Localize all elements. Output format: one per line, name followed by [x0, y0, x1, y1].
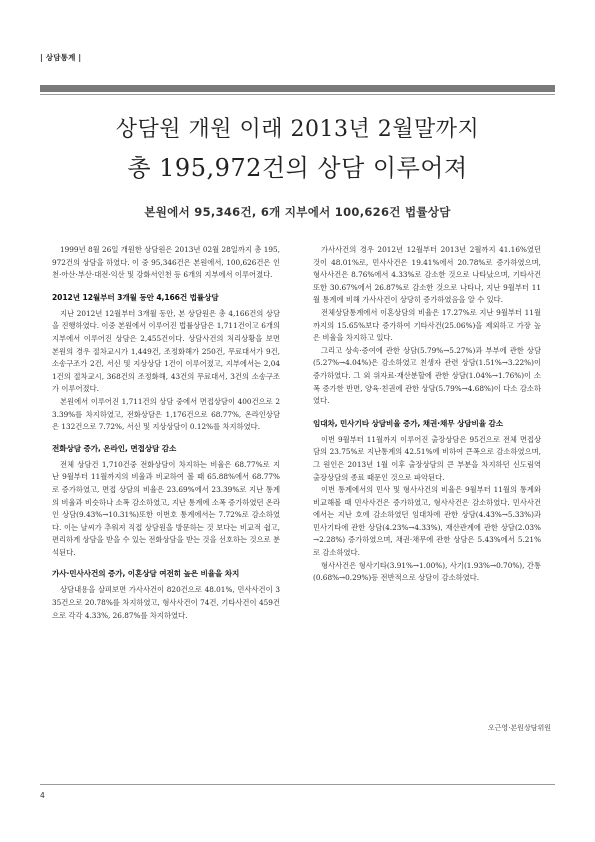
headline-line-1: 상담원 개원 이래 2013년 2월말까지 [115, 117, 480, 142]
footer-rule [40, 784, 555, 785]
section-tag: | 상담통계 | [40, 53, 82, 62]
section-heading: 전화상담 증가, 온라인, 면접상담 감소 [52, 443, 177, 453]
paragraph: 본원에서 이루어진 1,711건의 상담 중에서 면접상담이 400건으로 23.39%를 차지하였고, 전화상담은 1,176건으로 68.77%, 온라인상담은 132건으로 7.72%, 서신 및 지상상담이 0.12%를 차지하였다. [52, 396, 280, 432]
section-heading: 가사·민사사건의 증가, 이혼상담 여전히 높은 비율을 차지 [52, 569, 240, 579]
headline-line-2: 총 195,972건의 상담 이루어져 [127, 154, 468, 182]
paragraph: 이번 9월부터 11월까지 이루어진 출장상담은 95건으로 전체 면접상담의 23.75%로 지난통계의 42.51%에 비하여 큰폭으로 감소하였으며, 그 원인은 2013년 1월 이후 출장상담의 큰 부분을 차지하던 신도림역 출장상담의 종료 때문인 것으로 파악된다. [313, 434, 541, 482]
paragraph: 상담내용을 살펴보면 가사사건이 820건으로 48.01%, 민사사건이 335건으로 20.78%를 차지하였고, 형사사건이 74건, 기타사건이 459건으로 각각 4.33%, 26.87%를 차지하였다. [52, 585, 280, 620]
paragraph: 그리고 상속·증여에 관한 상담(5.79%→5.27%)과 부부에 관한 상담(5.27%→4.04%)은 감소하였고 친생자 관련 상담(1.51%→3.22%)이 증가하였다. 그 외 위자료·재산분할에 관한 상담(1.04%→1.76%)이 소폭 증가한 반면, 양육·친권에 관한 상담(5.79%→4.68%)이 다소 감소하였다. [313, 345, 541, 406]
left-column [52, 244, 280, 622]
author-byline: 오근영·본원상담위원 [487, 724, 551, 732]
section-heading: 임대차, 민사기타 상담비율 증가, 채권·채무 상담비율 감소 [313, 418, 504, 428]
section-heading: 2012년 12월부터 3개월 동안 4,166건 법률상담 [52, 292, 219, 302]
paragraph: 1999년 8월 26일 개원한 상담원은 2013년 02월 28일까지 총 195,972건의 상담을 하였다. 이 중 95,346건은 본원에서, 100,626건은 인천·아산·부산·대전·익산 및 강화서인천 등 6개의 지부에서 이루어졌다. [52, 245, 280, 280]
article-headline [40, 112, 555, 188]
right-column [313, 244, 541, 585]
paragraph: 전체상담통계에서 이혼상담의 비율은 17.27%로 지난 9월부터 11월까지의 15.65%보다 증가하여 기타사건(25.06%)을 제외하고 가장 높은 비율을 차지하고 있다. [313, 307, 541, 343]
paragraph: 지난 2012년 12월부터 3개월 동안, 본 상담원은 총 4,166건의 상담을 진행하였다. 이중 본원에서 이루어진 법률상담은 1,711건이고 6개의 지부에서 이루어진 상담은 2,455건이다. 상담사건의 처리상황을 보면 본원의 경우 절차교시가 1,449건, 조정화해가 250건, 무료대서가 9건, 소송구조가 2건, 서신 및 지상상담 1건이 이루어졌고, 지부에서는 2,041건의 절차교시, 368건의 조정화해, 43건의 무료대서, 3건의 소송구조가 이루어졌다. [52, 308, 280, 394]
header-rule-thick [40, 85, 555, 92]
page-number: 4 [40, 791, 45, 800]
paragraph: 전체 상담건 1,710건중 전화상담이 차지하는 비율은 68.77%로 지난 9월부터 11월까지의 비율과 비교하여 볼 때 65.88%에서 68.77%로 증가하였고, 면접 상담의 비율은 23.69%에서 23.39%로 지난 통계의 비율과 비슷하나 소폭 감소하였고, 지난 통계에 소폭 증가하였던 온라인 상담(9.43%→10.31%)또한 이번호 통계에서는 7.72%로 감소하였다. 이는 날씨가 추워져 직접 상담원을 방문하는 것 보다는 비교적 쉽고, 편리하게 상담을 받을 수 있는 전화상담을 받는 것을 선호하는 것으로 분석된다. [52, 459, 280, 557]
article-subtitle: 본원에서 95,346건, 6개 지부에서 100,626건 법률상담 [144, 205, 451, 219]
paragraph: 형사사건은 형사기타(3.91%→1.00%), 사기(1.93%→0.70%), 간통(0.68%→0.29%)등 전반적으로 상담이 감소하였다. [313, 560, 541, 583]
header-rule-thin [40, 94, 555, 95]
paragraph: 이번 통계에서의 민사 및 형사사건의 비율은 9월부터 11월의 통계와 비교해볼 때 민사사건은 증가하였고, 형사사건은 감소하였다. 민사사건에서는 지난 호에 감소하였던 임대차에 관한 상담(4.43%→5.33%)과 민사기타에 관한 상담(4.23%→4.33%), 재산관계에 관한 상담(2.03%→2.28%) 증가하였으며, 채권·채무에 관한 상담은 5.43%에서 5.21%로 감소하였다. [313, 485, 541, 558]
paragraph: 가사사건의 경우 2012년 12월부터 2013년 2월까지 41.16%였던 것이 48.01%로, 민사사건은 19.41%에서 20.78%로 증가하였으며, 형사사건은 8.76%에서 4.33%로 감소한 것으로 나타났으며, 기타사건 또한 30.67%에서 26.87%로 감소한 것으로 나타나, 지난 9월부터 11월 통계에 비해 가사사건이 상당히 증가하였음을 알 수 있다. [313, 245, 541, 305]
